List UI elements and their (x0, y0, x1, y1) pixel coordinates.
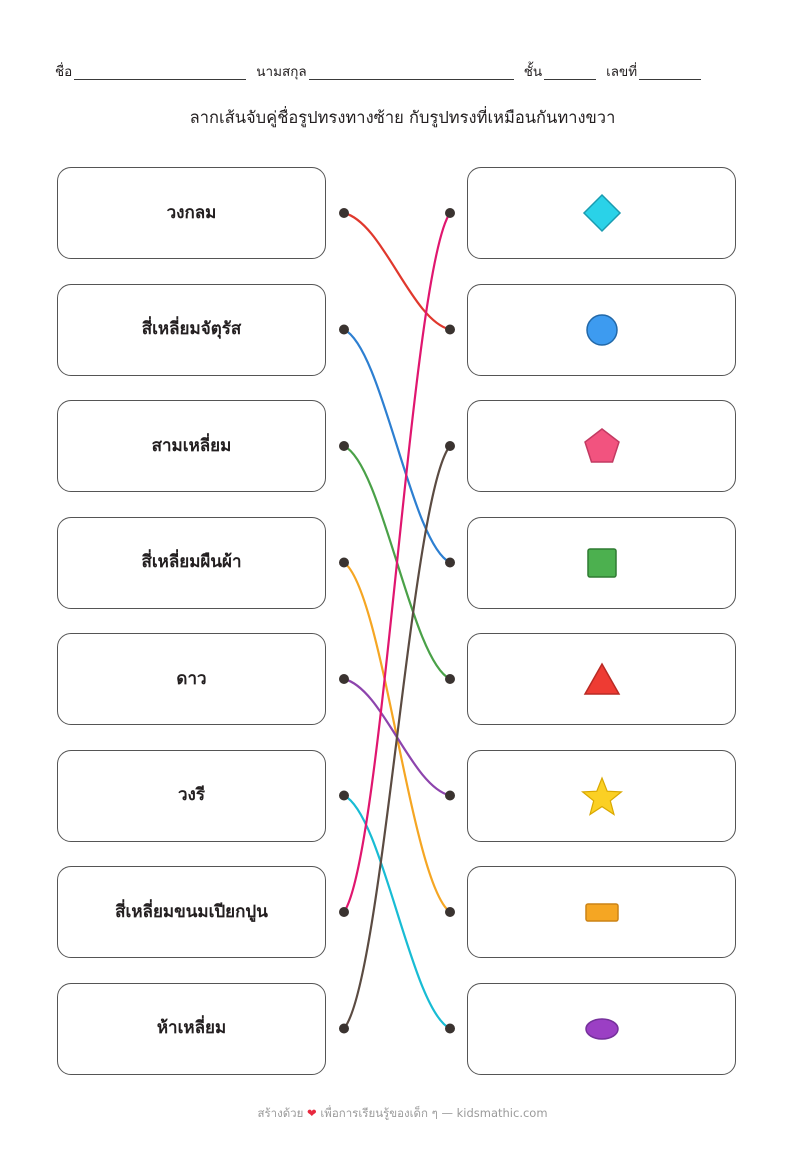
class-input-line[interactable] (544, 64, 596, 80)
left-connector-dot[interactable] (339, 558, 349, 568)
shape-name-label: สี่เหลี่ยมจัตุรัส (141, 319, 242, 340)
shape-name-label: สี่เหลี่ยมผืนผ้า (141, 552, 242, 573)
shape-picture-card[interactable] (467, 750, 736, 842)
shape-name-label: วงกลม (166, 202, 217, 223)
circle-shape (580, 308, 624, 352)
left-connector-dot[interactable] (339, 441, 349, 451)
shape-name-card[interactable] (57, 517, 326, 609)
right-connector-dot[interactable] (445, 674, 455, 684)
shape-name-card[interactable] (57, 983, 326, 1075)
right-connector-dot[interactable] (445, 325, 455, 335)
shape-picture-card[interactable] (467, 866, 736, 958)
shape-name-card[interactable] (57, 284, 326, 376)
footer-text-before: สร้างด้วย (257, 1106, 304, 1120)
connection-line (344, 446, 450, 679)
shape-name-card[interactable] (57, 750, 326, 842)
right-connector-dot[interactable] (445, 791, 455, 801)
connection-line (344, 213, 450, 912)
right-connector-dot[interactable] (445, 1024, 455, 1034)
square-shape (580, 541, 624, 585)
shape-name-label: ดาว (176, 668, 207, 689)
ellipse-shape (580, 1007, 624, 1051)
shape-name-label: วงรี (178, 785, 205, 806)
shape-picture-card[interactable] (467, 167, 736, 259)
left-connector-dot[interactable] (339, 674, 349, 684)
connection-line (344, 679, 450, 796)
connection-line (344, 330, 450, 563)
shape-picture-card[interactable] (467, 983, 736, 1075)
student-info-row (55, 56, 755, 80)
shape-picture-card[interactable] (467, 400, 736, 492)
left-connector-dot[interactable] (339, 325, 349, 335)
connection-line (344, 796, 450, 1029)
footer-text-after: เพื่อการเรียนรู้ของเด็ก ๆ — kidsmathic.com (320, 1106, 548, 1120)
instruction-text: ลากเส้นจับคู่ชื่อรูปทรงทางซ้าย กับรูปทรงที่เหมือนกันทางขวา (189, 108, 616, 127)
shape-name-card[interactable] (57, 167, 326, 259)
shape-picture-card[interactable] (467, 517, 736, 609)
surname-input-line[interactable] (309, 64, 514, 80)
left-connector-dot[interactable] (339, 1024, 349, 1034)
shape-picture-card[interactable] (467, 284, 736, 376)
rectangle-shape (580, 890, 624, 934)
triangle-shape (580, 657, 624, 701)
shape-picture-card[interactable] (467, 633, 736, 725)
surname-label: นามสกุล (256, 64, 307, 80)
shape-name-label: สามเหลี่ยม (151, 435, 232, 456)
class-label: ชั้น (523, 64, 543, 80)
heart-icon: ❤ (307, 1106, 317, 1120)
number-label: เลขที่ (606, 64, 638, 80)
pentagon-shape (580, 424, 624, 468)
diamond-shape (580, 191, 624, 235)
connection-line (344, 213, 450, 330)
footer-credit (0, 1105, 805, 1123)
name-input-line[interactable] (74, 64, 246, 80)
shape-name-label: สี่เหลี่ยมขนมเปียกปูน (115, 901, 268, 922)
connection-line (344, 563, 450, 913)
right-connector-dot[interactable] (445, 907, 455, 917)
shape-name-label: ห้าเหลี่ยม (156, 1018, 227, 1039)
shape-name-card[interactable] (57, 633, 326, 725)
name-label: ชื่อ (55, 64, 73, 80)
star-shape (580, 774, 624, 818)
number-input-line[interactable] (639, 64, 701, 80)
right-connector-dot[interactable] (445, 441, 455, 451)
left-connector-dot[interactable] (339, 208, 349, 218)
right-connector-dot[interactable] (445, 558, 455, 568)
left-connector-dot[interactable] (339, 791, 349, 801)
shape-name-card[interactable] (57, 866, 326, 958)
shape-name-card[interactable] (57, 400, 326, 492)
right-connector-dot[interactable] (445, 208, 455, 218)
connection-line (344, 446, 450, 1029)
left-connector-dot[interactable] (339, 907, 349, 917)
